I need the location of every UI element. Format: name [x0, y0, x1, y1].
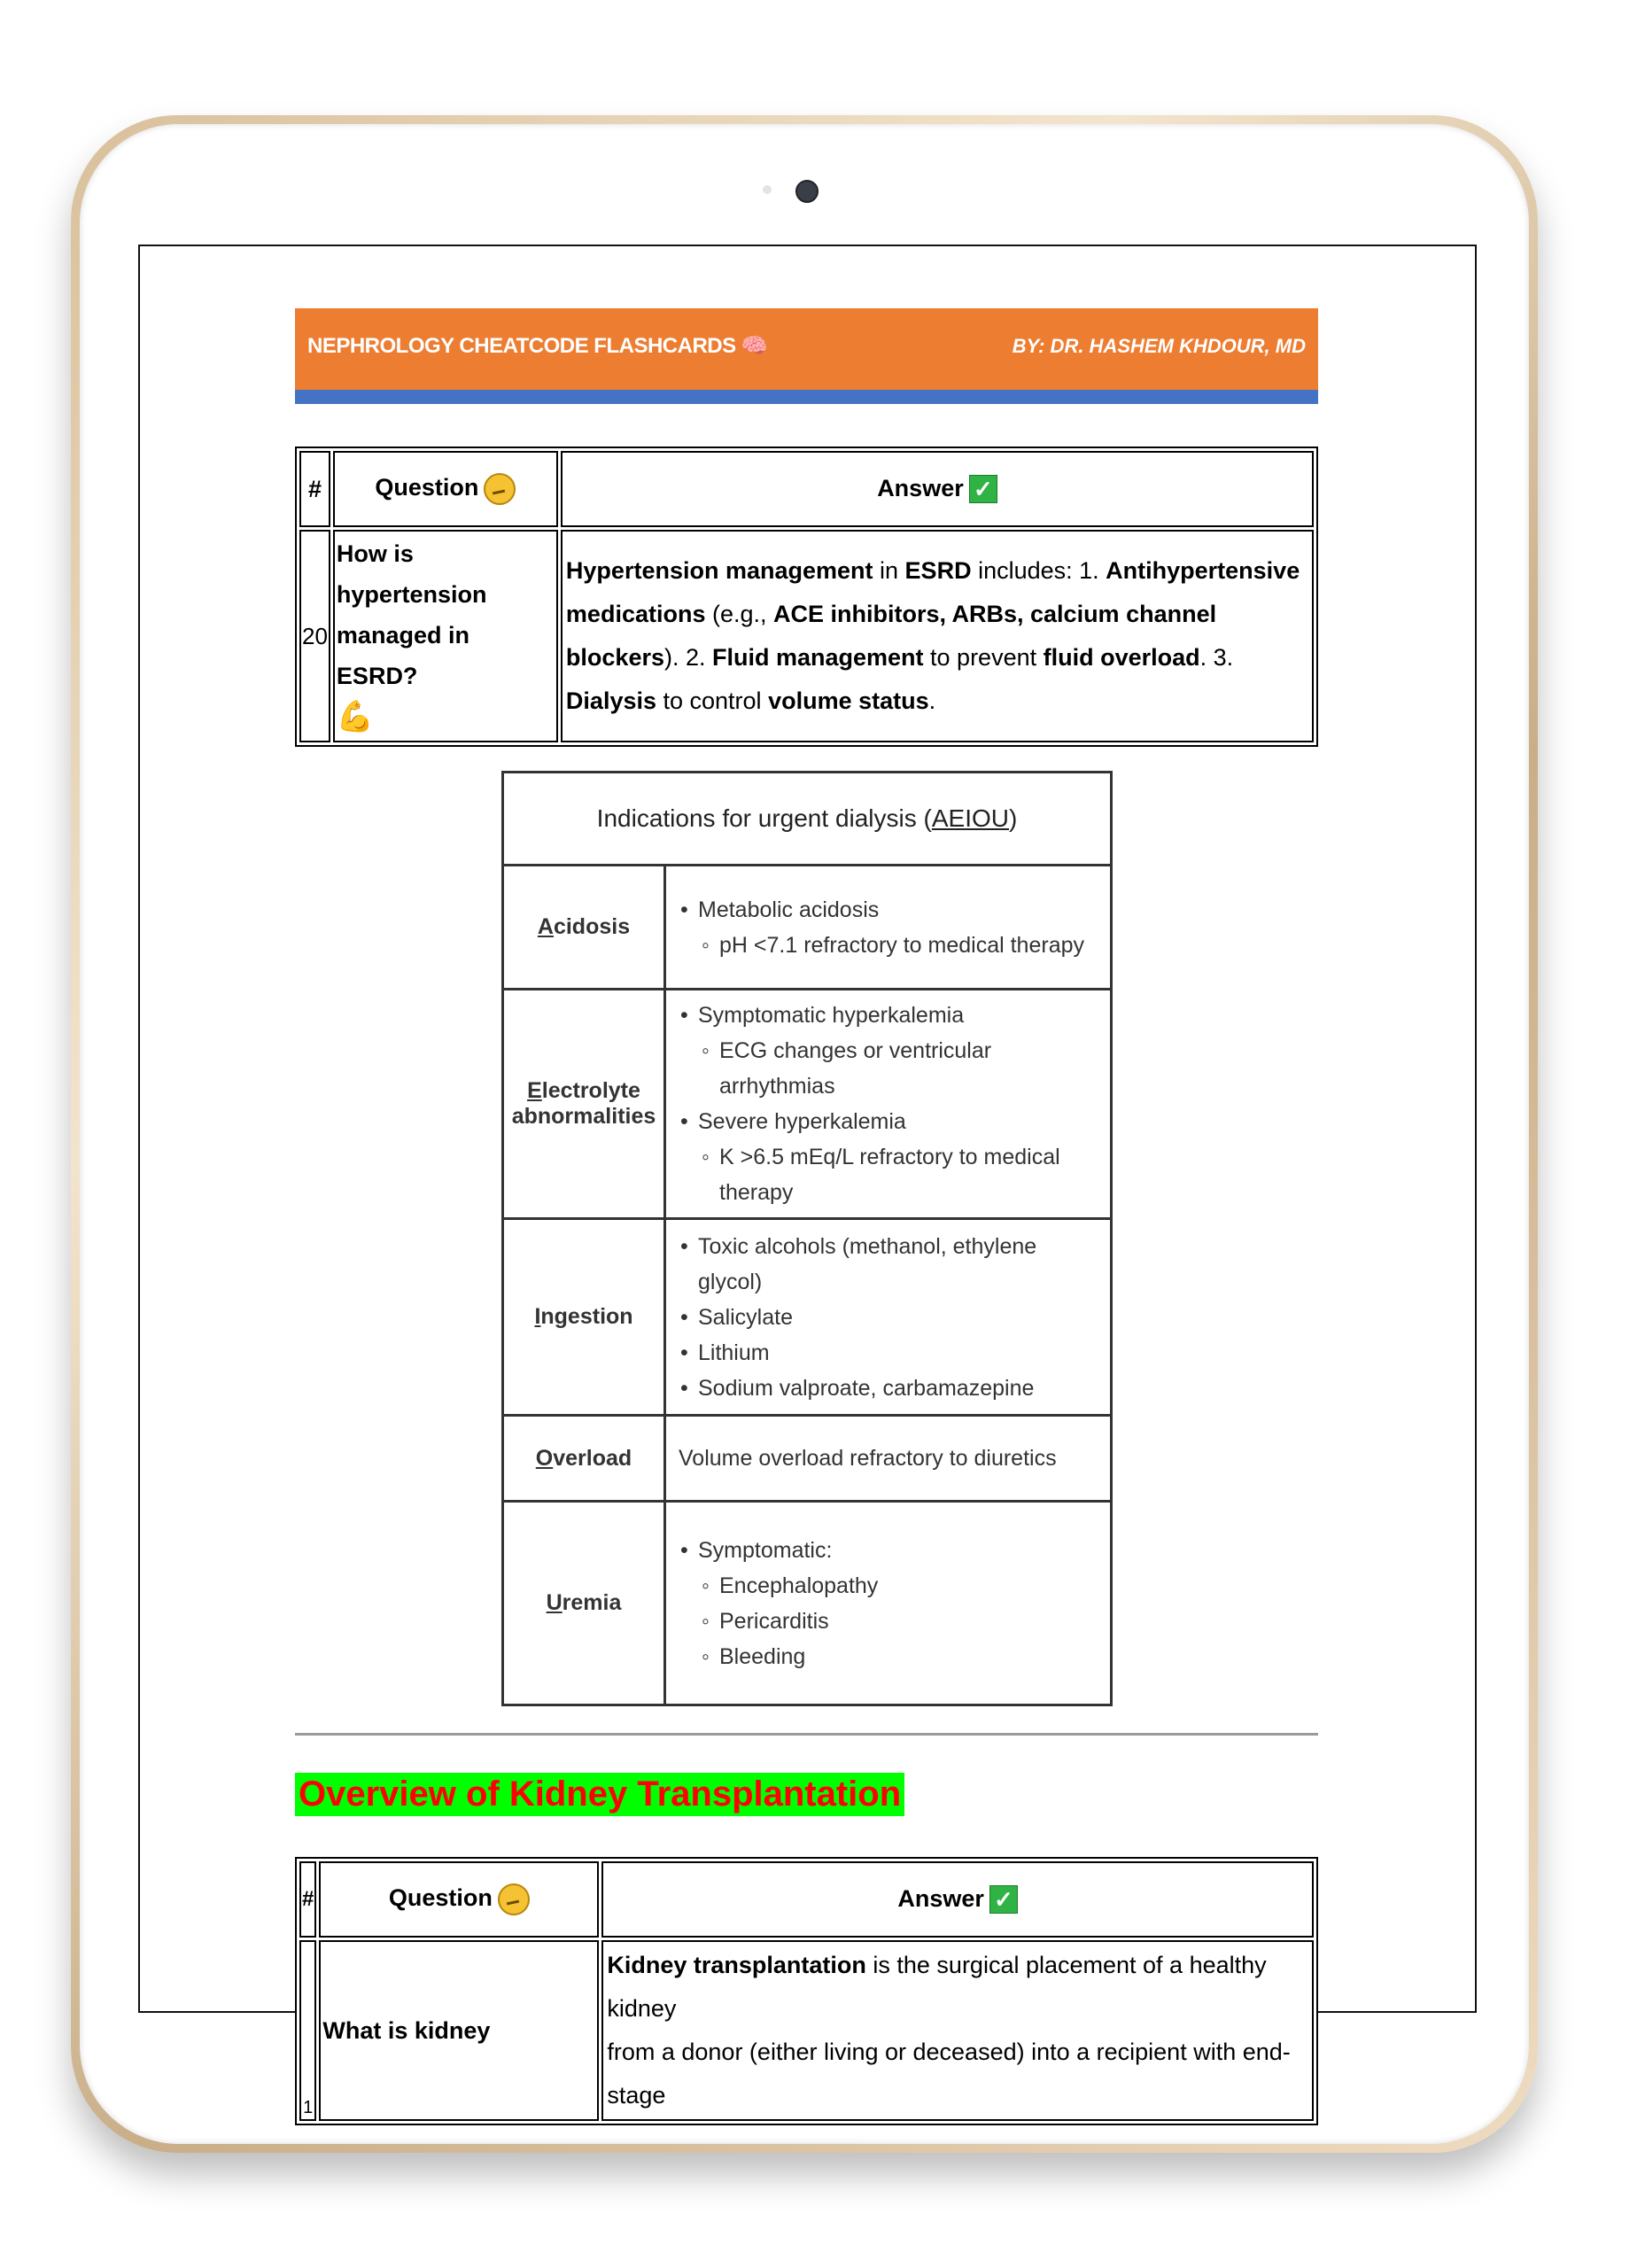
thinking-face-icon — [484, 473, 516, 505]
column-header-question: Question — [319, 1861, 599, 1938]
flashcard-table — [295, 447, 1318, 747]
question-cell: What is kidney — [319, 1940, 599, 2121]
check-mark-icon: ✓ — [969, 475, 997, 503]
table-row — [503, 866, 1112, 990]
column-header-answer: Answer ✓ — [601, 1861, 1314, 1938]
table-header-row — [299, 1861, 1314, 1938]
table-row — [503, 1502, 1112, 1705]
question-cell — [333, 530, 558, 742]
section-heading: Overview of Kidney Transplantation — [295, 1773, 904, 1816]
horizontal-divider — [295, 1733, 1318, 1736]
row-label: Overload — [503, 1416, 665, 1502]
row-label: Uremia — [503, 1502, 665, 1705]
table-row — [299, 1940, 1314, 2121]
row-content: • Toxic alcohols (methanol, ethylene glycol) • Salicylate • Lithium • Sodium valproate, carbamazepine — [665, 1219, 1112, 1416]
answer-cell: Kidney transplantation is the surgical placement of a healthy kidney from a donor (either living or deceased) into a recipient with end-stage — [601, 1940, 1314, 2121]
column-header-number: # — [299, 1861, 316, 1938]
row-number: 20 — [299, 530, 330, 742]
row-content: • Metabolic acidosis ◦ pH <7.1 refractory to medical therapy — [665, 866, 1112, 990]
front-camera-icon — [795, 180, 819, 203]
question-text: How is hypertension managed in ESRD? — [336, 540, 487, 689]
check-mark-icon: ✓ — [989, 1885, 1018, 1914]
answer-cell: Hypertension management in ESRD includes: 1. Antihypertensive medications (e.g., ACE inhibitors, ARBs, calcium channel blockers). 2. Fluid management to prevent fluid overload. 3. Dialysis to control volume status. — [561, 530, 1314, 742]
brain-icon: 🧠 — [741, 334, 768, 358]
column-header-number: # — [299, 451, 330, 527]
row-content: • Symptomatic: ◦ Encephalopathy ◦ Pericarditis ◦ Bleeding — [665, 1502, 1112, 1705]
tablet-screen — [138, 245, 1477, 2117]
thinking-face-icon — [498, 1884, 530, 1915]
flexed-biceps-icon: 💪 — [336, 700, 375, 734]
row-label: Acidosis — [503, 866, 665, 990]
aeiou-title: Indications for urgent dialysis (AEIOU) — [503, 773, 1112, 866]
banner-author: BY: DR. HASHEM KHDOUR, MD — [1012, 335, 1306, 357]
front-sensor — [763, 185, 772, 194]
flashcard-table-transplant — [295, 1857, 1318, 2125]
header-banner — [295, 308, 1318, 404]
row-label: Electrolyte abnormalities — [503, 990, 665, 1219]
table-row — [503, 990, 1112, 1219]
banner-title: NEPHROLOGY CHEATCODE FLASHCARDS — [307, 334, 736, 358]
row-number: 1 — [299, 1940, 316, 2121]
column-header-answer: Answer ✓ — [561, 451, 1314, 527]
table-header-row — [299, 451, 1314, 527]
table-row — [503, 1219, 1112, 1416]
column-header-question: Question — [333, 451, 558, 527]
row-content: • Symptomatic hyperkalemia ◦ ECG changes or ventricular arrhythmias • Severe hyperkalemia ◦ K >6.5 mEq/L refractory to medical therapy — [665, 990, 1112, 1219]
table-row — [503, 1416, 1112, 1502]
row-label: Ingestion — [503, 1219, 665, 1416]
table-row — [299, 530, 1314, 742]
row-content: Volume overload refractory to diuretics — [665, 1416, 1112, 1502]
aeiou-indications-table — [501, 771, 1113, 1706]
